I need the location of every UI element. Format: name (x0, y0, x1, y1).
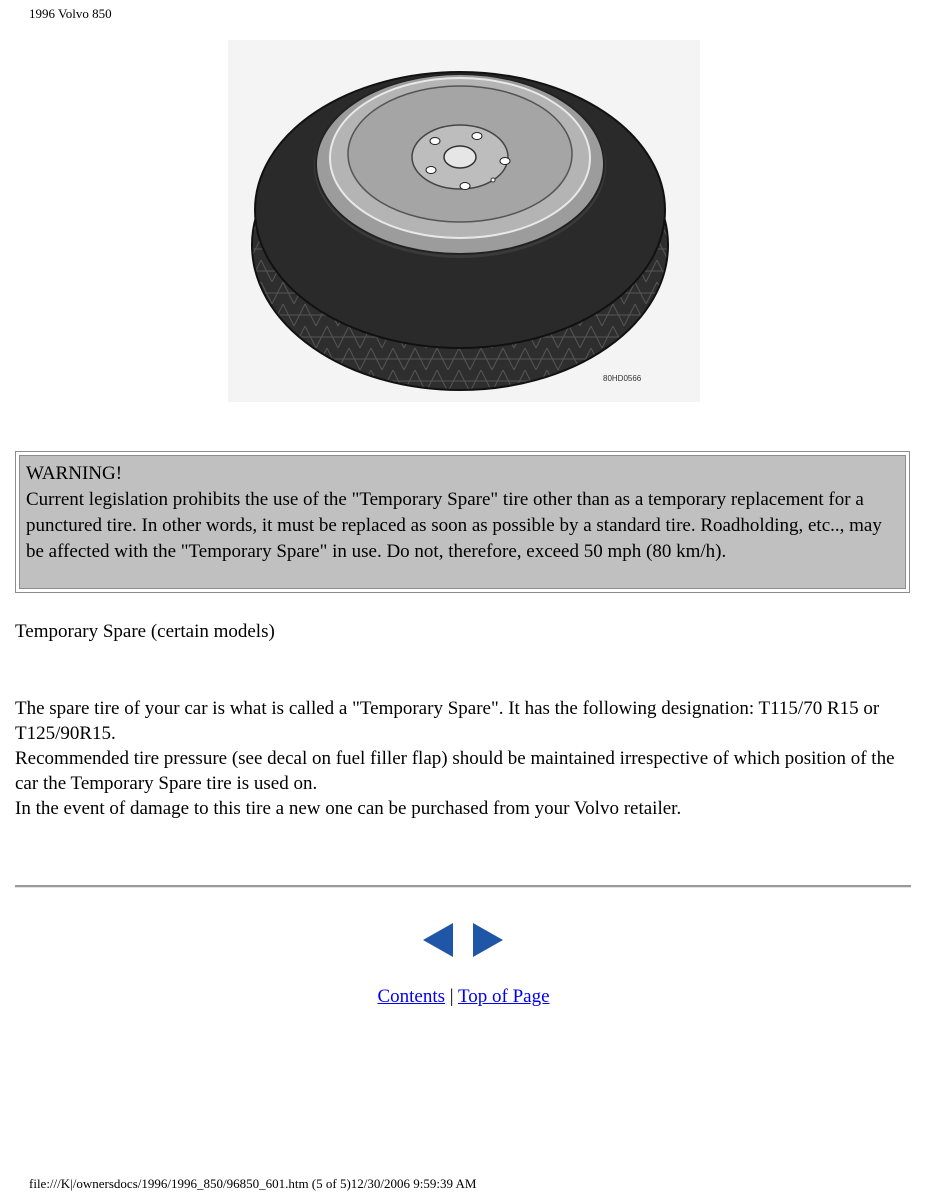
spare-tire-illustration (228, 40, 700, 402)
body-text (15, 696, 905, 821)
warning-text: Current legislation prohibits the use of the "Temporary Spare" tire other than as a temporary replacement for a punctured tire. In other words, it must be replaced as soon as possible by a standard tire. Roadholding, etc.., may be affected with the "Temporary Spare" in use. Do not, therefore, exceed 50 mph (80 km/h). (26, 489, 882, 562)
next-page-button[interactable] (470, 920, 506, 960)
right-arrow-icon (470, 920, 506, 960)
section-title: Temporary Spare (certain models) (15, 621, 275, 642)
footer-path: file:///K|/ownersdocs/1996/1996_850/96850_601.htm (5 of 5)12/30/2006 9:59:39 AM (29, 1176, 477, 1191)
left-arrow-icon (420, 920, 456, 960)
damage-paragraph: In the event of damage to this tire a new one can be purchased from your Volvo retailer. (15, 798, 682, 819)
warning-heading: WARNING! (26, 463, 123, 484)
designation-paragraph: The spare tire of your car is what is called a "Temporary Spare". It has the following designation: T115/70 R15 or T125/90R15. (15, 698, 880, 744)
figure-code: 80HD0566 (603, 374, 642, 383)
warning-box (15, 451, 910, 593)
contents-link[interactable]: Contents (377, 986, 446, 1007)
page-navigation (420, 920, 510, 960)
link-separator: | (449, 986, 454, 1007)
previous-page-button[interactable] (420, 920, 456, 960)
horizontal-divider (15, 885, 911, 888)
top-of-page-link[interactable]: Top of Page (458, 986, 550, 1007)
page-header-title: 1996 Volvo 850 (29, 6, 112, 21)
footer-links (0, 986, 927, 1008)
warning-content (19, 455, 906, 589)
pressure-paragraph: Recommended tire pressure (see decal on fuel filler flap) should be maintained irrespective of which position of the car the Temporary Spare tire is used on. (15, 748, 895, 794)
